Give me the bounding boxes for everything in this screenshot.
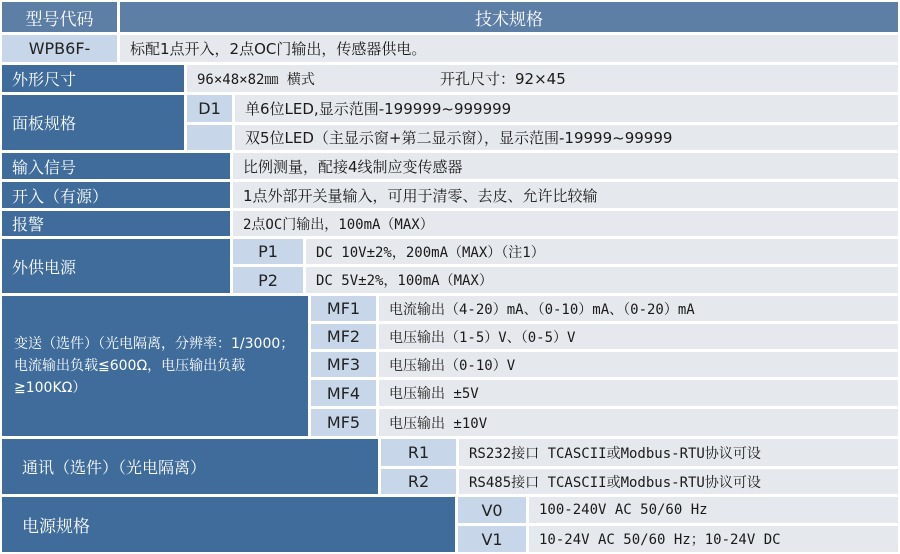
transmit-code-mf5: MF5: [311, 409, 376, 436]
transmit-text-mf1: 电流输出（4-20）mA、（0-10）mA、（0-20）mA: [379, 296, 898, 321]
power-text-v1: 10-24V AC 50/60 Hz；10-24V DC: [529, 526, 898, 552]
power-label: 电源规格: [2, 497, 455, 552]
transmit-code-mf2: MF2: [311, 324, 376, 349]
model-desc: 标配1点开入，2点OC门输出，传感器供电。: [120, 35, 898, 62]
panel-text-d1: 单6位LED,显示范围-199999~999999: [235, 95, 898, 122]
transmit-code-mf1: MF1: [311, 296, 376, 321]
switch-in-label: 开入（有源）: [2, 182, 230, 208]
power-out-code-p1: P1: [233, 239, 303, 264]
power-code-v1: V1: [458, 526, 526, 552]
size-label: 外形尺寸: [2, 65, 184, 92]
model-code: WPB6F-: [2, 35, 117, 62]
panel-code-d1: D1: [187, 95, 232, 122]
power-text-v0: 100-240V AC 50/60 Hz: [529, 497, 898, 523]
power-out-text-p2: DC 5V±2%，100mA（MAX）: [306, 267, 898, 293]
transmit-text-mf3: 电压输出（0-10）V: [379, 352, 898, 377]
input-text: 比例测量，配接4线制应变传感器: [233, 153, 898, 179]
comm-label: 通讯（选件）（光电隔离）: [2, 439, 378, 494]
power-code-v0: V0: [458, 497, 526, 523]
comm-text-r1: RS232接口 TCASCII或Modbus-RTU协议可设: [459, 439, 898, 466]
header-tech-spec: 技术规格: [120, 2, 898, 32]
transmit-label: 变送（选件）（光电隔离，分辨率：1/3000；电流输出负载≦600Ω，电压输出负载≧100KΩ）: [2, 296, 308, 436]
alarm-text: 2点OC门输出，100mA（MAX）: [233, 211, 898, 236]
panel-code-blank: [187, 125, 232, 150]
comm-code-r2: R2: [381, 469, 456, 494]
power-out-label: 外供电源: [2, 239, 230, 293]
transmit-code-mf3: MF3: [311, 352, 376, 377]
alarm-label: 报警: [2, 211, 230, 236]
panel-text-dual: 双5位LED（主显示窗+第二显示窗），显示范围-19999~99999: [235, 125, 898, 150]
transmit-text-mf5: 电压输出 ±10V: [379, 409, 898, 436]
transmit-text-mf4: 电压输出 ±5V: [379, 380, 898, 406]
switch-in-text: 1点外部开关量输入，可用于清零、去皮、允许比较输: [233, 182, 898, 208]
comm-code-r1: R1: [381, 439, 456, 466]
comm-text-r2: RS485接口 TCASCII或Modbus-RTU协议可设: [459, 469, 898, 494]
size-cutout: 开孔尺寸：92×45: [440, 70, 566, 88]
panel-label: 面板规格: [2, 95, 184, 150]
power-out-text-p1: DC 10V±2%，200mA（MAX）（注1）: [306, 239, 898, 264]
header-model-code: 型号代码: [2, 2, 117, 32]
power-out-code-p2: P2: [233, 267, 303, 293]
transmit-text-mf2: 电压输出（1-5）V、（0-5）V: [379, 324, 898, 349]
size-dims: 96×48×82㎜ 横式: [187, 65, 898, 92]
transmit-code-mf4: MF4: [311, 380, 376, 406]
input-label: 输入信号: [2, 153, 230, 179]
